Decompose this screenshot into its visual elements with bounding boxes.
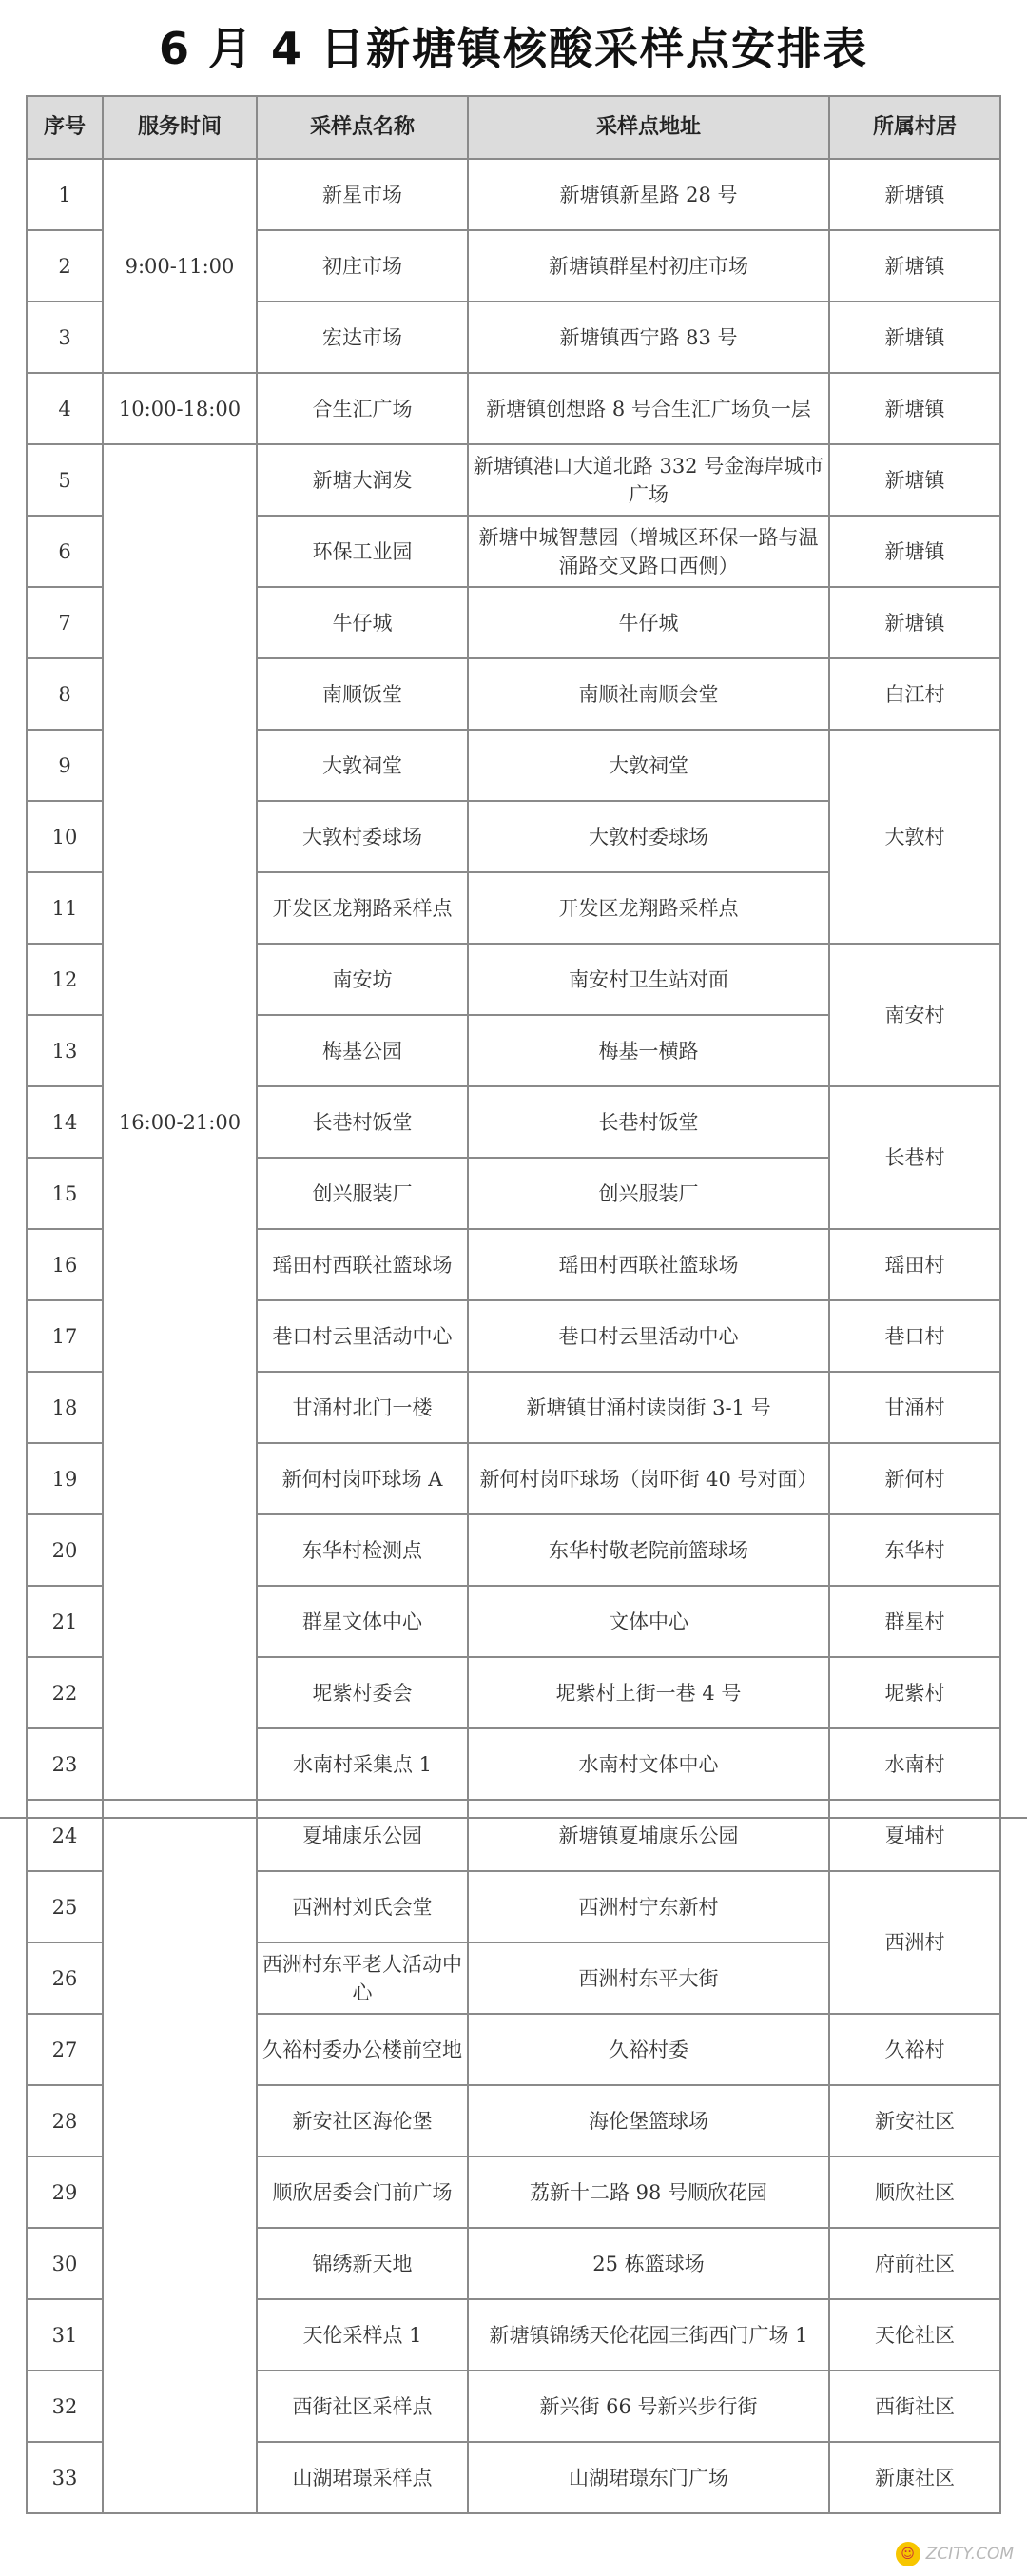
village: 白江村	[829, 658, 1000, 730]
site-address: 新塘镇创想路 8 号合生汇广场负一层	[468, 373, 829, 444]
village: 新康社区	[829, 2442, 1000, 2513]
watermark	[896, 2542, 1014, 2566]
site-name: 创兴服装厂	[257, 1158, 468, 1229]
service-time: 16:00-21:00	[103, 444, 257, 1800]
site-name: 锦绣新天地	[257, 2228, 468, 2299]
row-no: 6	[27, 516, 103, 587]
site-name: 新塘大润发	[257, 444, 468, 516]
row-no: 29	[27, 2156, 103, 2228]
site-name: 合生汇广场	[257, 373, 468, 444]
village: 坭紫村	[829, 1657, 1000, 1728]
table-row	[27, 1800, 1000, 1871]
village: 新安社区	[829, 2085, 1000, 2156]
row-no: 23	[27, 1728, 103, 1800]
village: 东华村	[829, 1514, 1000, 1586]
row-no: 27	[27, 2014, 103, 2085]
site-name: 西街社区采样点	[257, 2371, 468, 2442]
row-no: 17	[27, 1300, 103, 1372]
site-name: 瑶田村西联社篮球场	[257, 1229, 468, 1300]
row-no: 13	[27, 1015, 103, 1086]
village: 群星村	[829, 1586, 1000, 1657]
row-no: 15	[27, 1158, 103, 1229]
site-address: 新何村岗吓球场（岗吓街 40 号对面）	[468, 1443, 829, 1514]
village: 新塘镇	[829, 587, 1000, 658]
row-no: 1	[27, 159, 103, 230]
row-no: 11	[27, 872, 103, 944]
site-name: 西洲村刘氏会堂	[257, 1871, 468, 1942]
site-address: 巷口村云里活动中心	[468, 1300, 829, 1372]
header-name: 采样点名称	[257, 96, 468, 159]
village: 新塘镇	[829, 444, 1000, 516]
site-address: 长巷村饭堂	[468, 1086, 829, 1158]
schedule-table	[26, 95, 1001, 2514]
smiley-icon: ☺	[896, 2542, 920, 2566]
village: 水南村	[829, 1728, 1000, 1800]
site-address: 大敦祠堂	[468, 730, 829, 801]
row-no: 3	[27, 302, 103, 373]
table-row	[27, 444, 1000, 516]
header-address: 采样点地址	[468, 96, 829, 159]
village: 大敦村	[829, 730, 1000, 944]
village: 南安村	[829, 944, 1000, 1086]
service-time-empty	[103, 1800, 257, 2513]
site-address: 久裕村委	[468, 2014, 829, 2085]
row-no: 26	[27, 1942, 103, 2014]
site-name: 东华村检测点	[257, 1514, 468, 1586]
site-name: 宏达市场	[257, 302, 468, 373]
table-row	[27, 373, 1000, 444]
site-address: 新塘镇港口大道北路 332 号金海岸城市广场	[468, 444, 829, 516]
site-address: 瑶田村西联社篮球场	[468, 1229, 829, 1300]
site-address: 山湖珺璟东门广场	[468, 2442, 829, 2513]
site-name: 牛仔城	[257, 587, 468, 658]
row-no: 14	[27, 1086, 103, 1158]
site-name: 顺欣居委会门前广场	[257, 2156, 468, 2228]
row-no: 18	[27, 1372, 103, 1443]
row-no: 32	[27, 2371, 103, 2442]
site-address: 南安村卫生站对面	[468, 944, 829, 1015]
row-no: 28	[27, 2085, 103, 2156]
header-no: 序号	[27, 96, 103, 159]
row-no: 33	[27, 2442, 103, 2513]
row-no: 8	[27, 658, 103, 730]
row-no: 19	[27, 1443, 103, 1514]
row-no: 30	[27, 2228, 103, 2299]
row-no: 5	[27, 444, 103, 516]
site-address: 新塘镇甘涌村读岗街 3-1 号	[468, 1372, 829, 1443]
site-name: 天伦采样点 1	[257, 2299, 468, 2371]
site-name: 甘涌村北门一楼	[257, 1372, 468, 1443]
village: 西洲村	[829, 1871, 1000, 2014]
row-no: 21	[27, 1586, 103, 1657]
site-name: 巷口村云里活动中心	[257, 1300, 468, 1372]
site-address: 新兴街 66 号新兴步行街	[468, 2371, 829, 2442]
village: 甘涌村	[829, 1372, 1000, 1443]
site-address: 新塘镇新星路 28 号	[468, 159, 829, 230]
site-name: 西洲村东平老人活动中心	[257, 1942, 468, 2014]
site-address: 新塘镇锦绣天伦花园三街西门广场 1	[468, 2299, 829, 2371]
site-address: 坭紫村上街一巷 4 号	[468, 1657, 829, 1728]
site-name: 初庄市场	[257, 230, 468, 302]
watermark-text: ZCITY.COM	[925, 2545, 1014, 2564]
site-name: 南顺饭堂	[257, 658, 468, 730]
site-name: 梅基公园	[257, 1015, 468, 1086]
row-no: 7	[27, 587, 103, 658]
village: 西街社区	[829, 2371, 1000, 2442]
village: 夏埔村	[829, 1800, 1000, 1871]
row-no: 2	[27, 230, 103, 302]
site-address: 文体中心	[468, 1586, 829, 1657]
site-name: 久裕村委办公楼前空地	[257, 2014, 468, 2085]
site-address: 水南村文体中心	[468, 1728, 829, 1800]
site-address: 东华村敬老院前篮球场	[468, 1514, 829, 1586]
village: 府前社区	[829, 2228, 1000, 2299]
village: 瑶田村	[829, 1229, 1000, 1300]
site-name: 山湖珺璟采样点	[257, 2442, 468, 2513]
village: 久裕村	[829, 2014, 1000, 2085]
table-header-row	[27, 96, 1000, 159]
village: 新何村	[829, 1443, 1000, 1514]
village: 新塘镇	[829, 302, 1000, 373]
header-time: 服务时间	[103, 96, 257, 159]
site-name: 新星市场	[257, 159, 468, 230]
service-time: 10:00-18:00	[103, 373, 257, 444]
row-no: 12	[27, 944, 103, 1015]
village: 长巷村	[829, 1086, 1000, 1229]
site-address: 大敦村委球场	[468, 801, 829, 872]
row-no: 16	[27, 1229, 103, 1300]
row-no: 24	[27, 1800, 103, 1871]
site-name: 大敦村委球场	[257, 801, 468, 872]
row-no: 25	[27, 1871, 103, 1942]
site-name: 长巷村饭堂	[257, 1086, 468, 1158]
header-village: 所属村居	[829, 96, 1000, 159]
village: 新塘镇	[829, 373, 1000, 444]
village: 顺欣社区	[829, 2156, 1000, 2228]
site-address: 25 栋篮球场	[468, 2228, 829, 2299]
row-no: 9	[27, 730, 103, 801]
site-address: 新塘镇群星村初庄市场	[468, 230, 829, 302]
row-no: 31	[27, 2299, 103, 2371]
site-address: 创兴服装厂	[468, 1158, 829, 1229]
site-address: 新塘中城智慧园（增城区环保一路与温涌路交叉路口西侧）	[468, 516, 829, 587]
site-name: 水南村采集点 1	[257, 1728, 468, 1800]
site-address: 西洲村东平大街	[468, 1942, 829, 2014]
row-no: 4	[27, 373, 103, 444]
site-name: 新安社区海伦堡	[257, 2085, 468, 2156]
village: 新塘镇	[829, 159, 1000, 230]
site-address: 荔新十二路 98 号顺欣花园	[468, 2156, 829, 2228]
site-address: 海伦堡篮球场	[468, 2085, 829, 2156]
site-address: 牛仔城	[468, 587, 829, 658]
page-title: 6 月 4 日新塘镇核酸采样点安排表	[158, 23, 869, 74]
site-name: 大敦祠堂	[257, 730, 468, 801]
village: 新塘镇	[829, 516, 1000, 587]
site-address: 南顺社南顺会堂	[468, 658, 829, 730]
section-divider	[0, 1817, 1027, 1819]
village: 天伦社区	[829, 2299, 1000, 2371]
site-address: 开发区龙翔路采样点	[468, 872, 829, 944]
row-no: 10	[27, 801, 103, 872]
site-name: 坭紫村委会	[257, 1657, 468, 1728]
site-address: 新塘镇夏埔康乐公园	[468, 1800, 829, 1871]
site-name: 环保工业园	[257, 516, 468, 587]
site-name: 夏埔康乐公园	[257, 1800, 468, 1871]
site-address: 梅基一横路	[468, 1015, 829, 1086]
row-no: 22	[27, 1657, 103, 1728]
row-no: 20	[27, 1514, 103, 1586]
site-name: 新何村岗吓球场 A	[257, 1443, 468, 1514]
service-time: 9:00-11:00	[103, 159, 257, 373]
site-address: 新塘镇西宁路 83 号	[468, 302, 829, 373]
site-name: 开发区龙翔路采样点	[257, 872, 468, 944]
table-row	[27, 159, 1000, 230]
site-name: 群星文体中心	[257, 1586, 468, 1657]
village: 新塘镇	[829, 230, 1000, 302]
site-address: 西洲村宁东新村	[468, 1871, 829, 1942]
site-name: 南安坊	[257, 944, 468, 1015]
village: 巷口村	[829, 1300, 1000, 1372]
